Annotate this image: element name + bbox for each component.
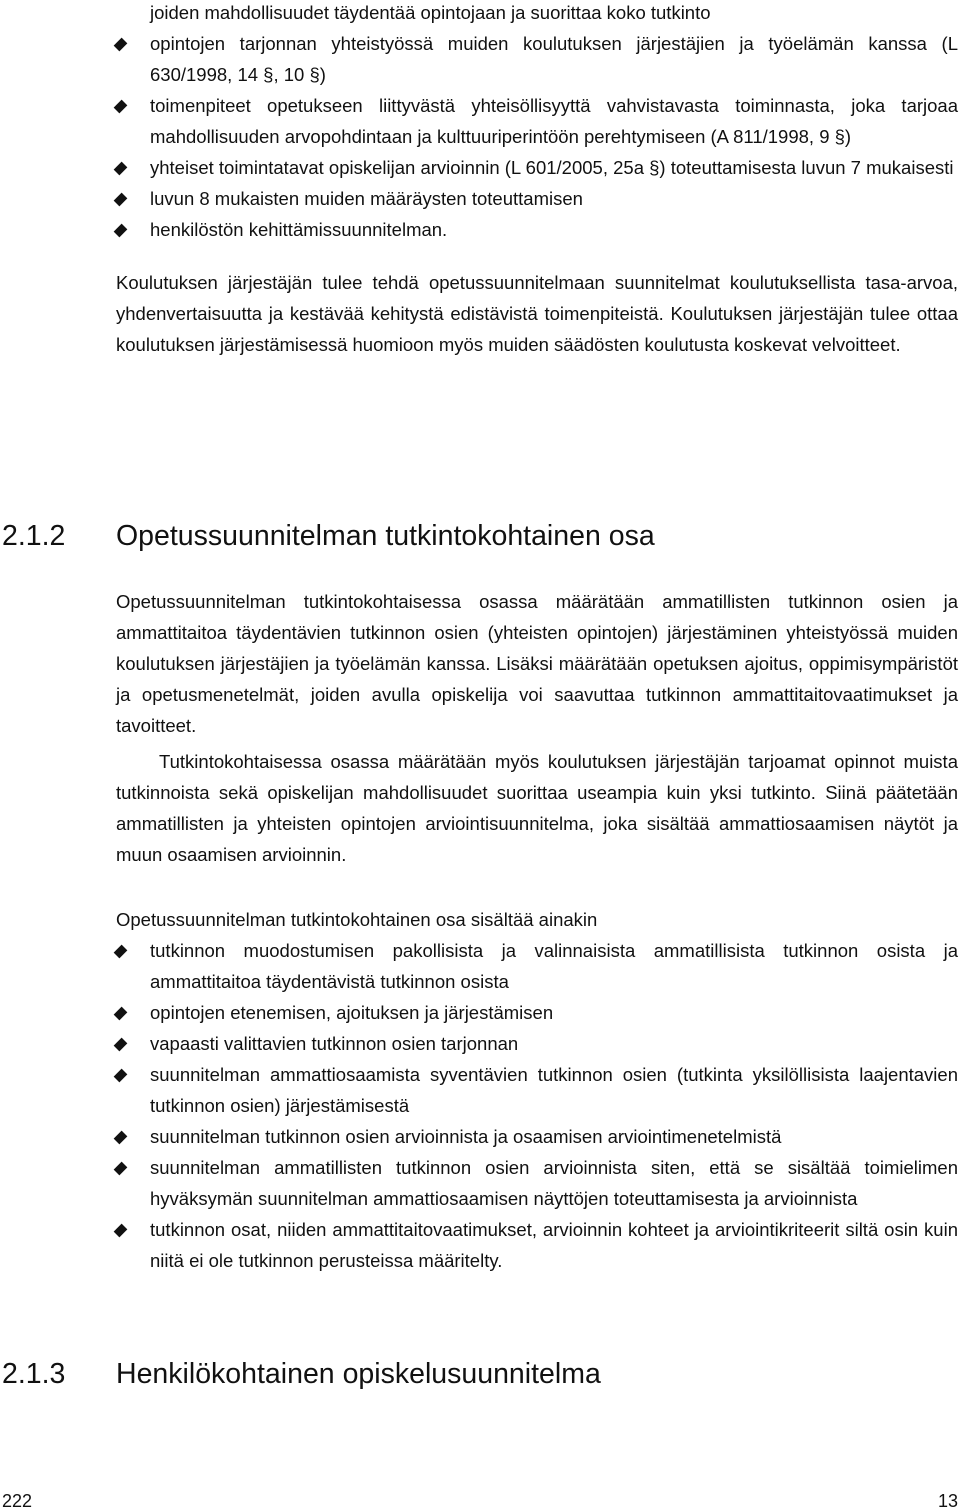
bullet-icon	[114, 162, 128, 176]
bullet-icon	[114, 1069, 128, 1083]
list-item	[0, 1059, 958, 1121]
list-item-text: suunnitelman ammattiosaamista syventävien tutkinnon osien (tutkinta yksilöllisista laajentavien tutkinnon osien) järjestämisestä	[150, 1064, 958, 1116]
list-item	[0, 935, 958, 997]
list-item	[0, 997, 958, 1028]
list-item-text: opintojen etenemisen, ajoituksen ja järjestämisen	[150, 1002, 554, 1023]
list-item	[116, 152, 958, 183]
list-item-text: henkilöstön kehittämissuunnitelman.	[150, 219, 448, 240]
section-number: 2.1.2	[2, 520, 66, 552]
bullet-icon	[114, 1224, 128, 1238]
page-number-right: 13	[937, 1491, 958, 1511]
list-item-text: vapaasti valittavien tutkinnon osien tarjonnan	[150, 1033, 519, 1054]
list-item	[116, 90, 958, 152]
contents-list	[0, 935, 958, 1276]
list-item	[0, 1121, 958, 1152]
list-item-text: tutkinnon osat, niiden ammattitaitovaatimukset, arvioinnin kohteet ja arviointikriteerit siltä osin kuin niitä ei ole tutkinnon perusteissa määritelty.	[150, 1219, 958, 1271]
list-intro: Opetussuunnitelman tutkintokohtainen osa sisältää ainakin	[116, 909, 598, 930]
list-item-text: tutkinnon muodostumisen pakollisista ja valinnaisista ammatillisista tutkinnon osista ja ammattitaitoa täydentävistä tutkinnon osista	[150, 940, 958, 992]
list-item-text: yhteiset toimintatavat opiskelijan arvioinnin (L 601/2005, 25a §) toteuttamisesta luvun 7 mukaisesti	[150, 157, 954, 178]
bullet-icon	[114, 1162, 128, 1176]
bullet-icon	[114, 100, 128, 114]
list-item	[0, 1028, 958, 1059]
bullet-icon	[114, 38, 128, 52]
body-paragraph: Koulutuksen järjestäjän tulee tehdä opetussuunnitelmaan suunnitelmat koulutuksellista tasa-arvoa, yhdenvertaisuutta ja kestävää kehitystä edistävistä toimenpiteistä. Koulutuksen järjestäjän tulee ottaa koulutuksen järjestämisessä huomioon myös muiden säädösten koulutusta koskevat velvoitteet.	[116, 272, 958, 355]
list-item	[116, 0, 958, 28]
bullet-icon	[114, 945, 128, 959]
requirements-list	[116, 0, 958, 245]
section-title: Henkilökohtainen opiskelusuunnitelma	[116, 1358, 601, 1390]
bullet-icon	[114, 224, 128, 238]
list-item-text: toimenpiteet opetukseen liittyvästä yhteisöllisyyttä vahvistavasta toiminnasta, joka tarjoaa mahdollisuuden arvopohdintaan ja kulttuuriperintöön perehtymiseen (A 811/1998, 9 §)	[150, 95, 958, 147]
list-item-text: opintojen tarjonnan yhteistyössä muiden koulutuksen järjestäjien ja työelämän kanssa (L 630/1998, 14 §, 10 §)	[150, 33, 958, 85]
bullet-icon	[114, 1007, 128, 1021]
list-item-text: suunnitelman tutkinnon osien arvioinnista ja osaamisen arviointimenetelmistä	[150, 1126, 782, 1147]
bullet-icon	[114, 193, 128, 207]
list-item	[116, 183, 958, 214]
section-title: Opetussuunnitelman tutkintokohtainen osa	[116, 520, 655, 552]
bullet-icon	[114, 1038, 128, 1052]
list-item	[0, 1214, 958, 1276]
page-number-left: 222	[2, 1491, 33, 1511]
section-body-2-1-2	[116, 586, 958, 1276]
document-body	[116, 0, 958, 360]
list-item-text: luvun 8 mukaisten muiden määräysten toteuttamisen	[150, 188, 583, 209]
body-paragraph: Opetussuunnitelman tutkintokohtaisessa osassa määrätään ammatillisten tutkinnon osien ja ammattitaitoa täydentävien tutkinnon osien (yhteisten opintojen) järjestäminen yhteistyössä muiden koulutuksen järjestäjien ja työelämän kanssa. Lisäksi määrätään opetuksen ajoitus, oppimisympäristöt ja opetusmenetelmät, joiden avulla opiskelija voi saavuttaa tutkinnon ammattitaitovaatimukset ja tavoitteet.	[116, 591, 958, 736]
list-item-text: suunnitelman ammatillisten tutkinnon osien arvioinnista siten, että se sisältää toimielimen hyväksymän suunnitelman ammattiosaamisen näyttöjen toteuttamisesta ja arvioinnista	[150, 1157, 958, 1209]
bullet-icon	[114, 1131, 128, 1145]
list-item	[116, 214, 958, 245]
list-item	[116, 28, 958, 90]
list-item-text: joiden mahdollisuudet täydentää opintojaan ja suorittaa koko tutkinto	[150, 2, 711, 23]
section-number: 2.1.3	[2, 1358, 66, 1390]
list-item	[0, 1152, 958, 1214]
body-paragraph-indented: Tutkintokohtaisessa osassa määrätään myös koulutuksen järjestäjän tarjoamat opinnot muista tutkinnoista sekä opiskelijan mahdollisuudet suorittaa useampia kuin yksi tutkinto. Siinä päätetään ammatillisten ja yhteisten opintojen arviointisuunnitelma, joka sisältää ammattiosaamisen näytöt ja muun osaamisen arvioinnin.	[116, 751, 958, 865]
